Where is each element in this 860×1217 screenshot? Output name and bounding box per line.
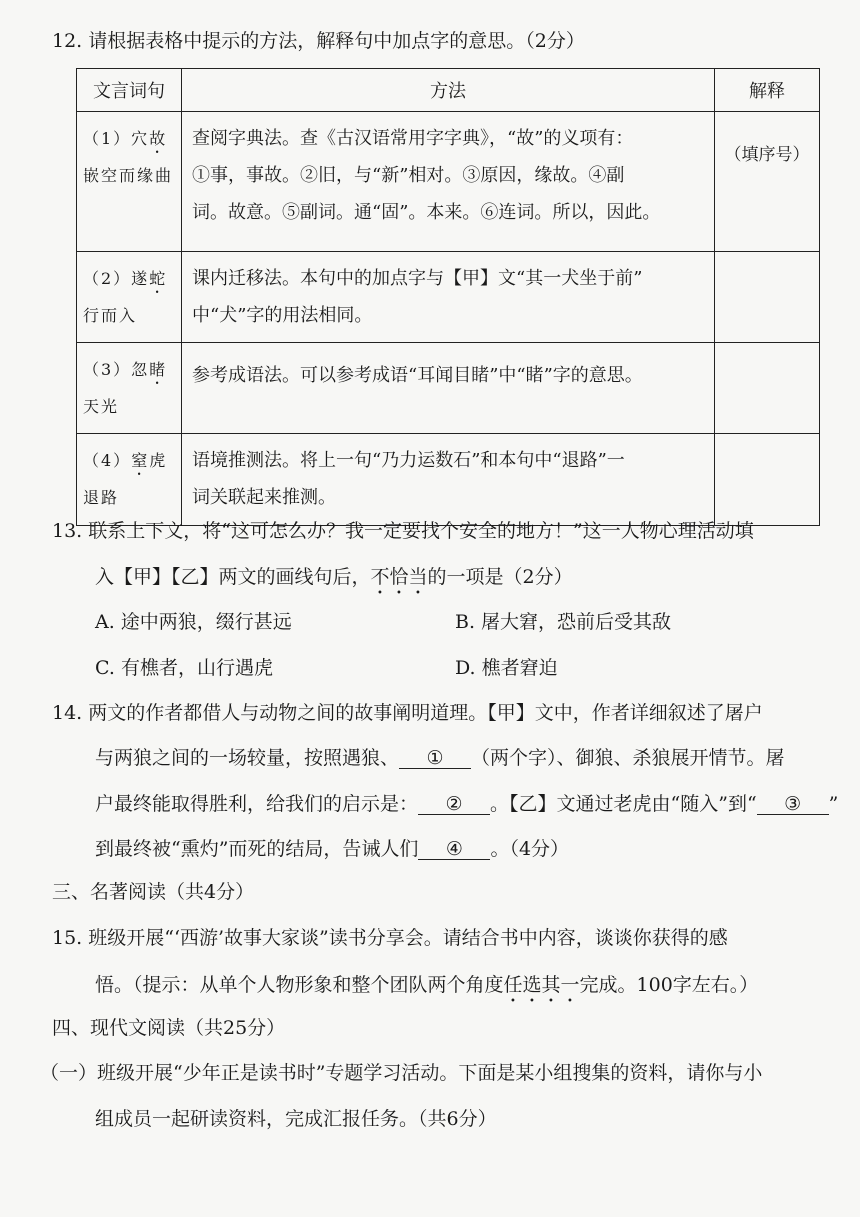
section-3-heading: 三、名著阅读（共4分） <box>52 881 255 903</box>
method-line: 中“犬”字的用法相同。 <box>192 305 373 326</box>
table-row <box>77 252 820 343</box>
q14-line3 <box>95 795 838 815</box>
phrase-part: 行而入 <box>83 306 138 325</box>
method-line: 课内迁移法。本句中的加点字与【甲】文“其一犬坐于前” <box>192 268 643 289</box>
method-cell <box>182 343 715 434</box>
method-line: 词关联起来推测。 <box>192 487 336 508</box>
q14-text: 。【乙】文通过老虎由“随入”到“ <box>490 793 757 815</box>
header-phrase: 文言词句 <box>77 69 182 112</box>
q13-line2 <box>95 566 573 599</box>
explain-cell[interactable] <box>715 343 820 434</box>
method-line: 语境推测法。将上一句“乃力运数石”和本句中“退路”一 <box>192 450 625 471</box>
q14-number: 14. <box>52 702 83 724</box>
q15-dotted-text: 任选其一 <box>503 974 580 996</box>
dotted-char: 蛇 <box>149 269 168 288</box>
q14-blank-4[interactable]: ④ <box>418 840 490 860</box>
q15-text: 完成。100字左右。） <box>579 974 759 996</box>
q15-prompt: 班级开展“‘西游’故事大家谈”读书分享会。请结合书中内容，谈谈你获得的感 <box>88 927 728 949</box>
q12-number: 12. <box>52 30 83 52</box>
method-line: ①事，事故。②旧，与“新”相对。③原因，缘故。④副 <box>192 165 625 186</box>
phrase-cell <box>77 252 182 343</box>
method-cell <box>182 112 715 252</box>
q13-line1 <box>52 522 754 541</box>
phrase-part: （3）忽 <box>83 360 150 379</box>
table-row <box>77 434 820 526</box>
q14-text: （两个字）、御狼、杀狼展开情节。屠 <box>471 747 785 769</box>
q15-line1 <box>52 929 728 948</box>
q14-blank-1[interactable]: ① <box>399 749 471 769</box>
q13-dotted-text: 不恰当 <box>370 566 428 588</box>
q12-table <box>76 68 820 526</box>
q13-line2-part: 入【甲】【乙】两文的画线句后， <box>95 566 371 588</box>
method-line: 参考成语法。可以参考成语“耳闻目睹”中“睹”字的意思。 <box>192 365 643 386</box>
q13-option-b[interactable]: B. 屠大窘，恐前后受其敌 <box>455 611 672 633</box>
q14-text: 户最终能取得胜利，给我们的启示是： <box>95 793 419 815</box>
q13-line2-part: 的一项是（2分） <box>427 566 573 588</box>
q14-text: 。（4分） <box>490 838 570 860</box>
q14-prompt: 两文的作者都借人与动物之间的故事阐明道理。【甲】文中，作者详细叙述了屠户 <box>88 702 763 724</box>
q14-blank-2[interactable]: ② <box>418 795 490 815</box>
q13-number: 13. <box>52 520 83 542</box>
q13-option-d[interactable]: D. 樵者窘迫 <box>455 657 558 679</box>
phrase-part: 虎退路 <box>83 451 168 507</box>
q14-text: 与两狼之间的一场较量，按照遇狼、 <box>95 747 400 769</box>
dotted-char: 窒 <box>131 451 150 470</box>
table-header-row <box>77 69 820 112</box>
section-4-heading: 四、现代文阅读（共25分） <box>52 1017 286 1039</box>
method-line: 查阅字典法。查《古汉语常用字字典》，“故”的义项有： <box>192 128 634 149</box>
phrase-part: （2）遂 <box>83 269 150 288</box>
phrase-cell <box>77 343 182 434</box>
method-cell <box>182 252 715 343</box>
table-row <box>77 343 820 434</box>
q14-line2 <box>95 749 785 769</box>
q12-prompt: 请根据表格中提示的方法，解释句中加点字的意思。（2分） <box>88 30 585 52</box>
q15-line2 <box>95 974 758 1007</box>
dotted-char: 睹 <box>149 360 168 379</box>
phrase-cell <box>77 434 182 526</box>
q13-prompt: 联系上下文，将“这可怎么办？我一定要找个安全的地方！”这一人物心理活动填 <box>88 520 754 542</box>
phrase-part: 嵌空而缘曲 <box>83 166 174 185</box>
table-row <box>77 112 820 252</box>
phrase-part: （4） <box>83 451 132 470</box>
phrase-part: （1）穴 <box>83 129 150 148</box>
part1-line2: 组成员一起研读资料，完成汇报任务。（共6分） <box>95 1108 497 1130</box>
q15-text: 悟。（提示：从单个人物形象和整个团队两个角度 <box>95 974 504 996</box>
header-explain: 解释 <box>715 69 820 112</box>
explain-cell[interactable] <box>715 434 820 526</box>
explain-cell[interactable] <box>715 252 820 343</box>
q15-number: 15. <box>52 927 83 949</box>
dotted-char: 故 <box>149 129 168 148</box>
q14-text: 到最终被“熏灼”而死的结局，告诫人们 <box>95 838 419 860</box>
explain-cell[interactable]: （填序号） <box>715 112 820 252</box>
method-cell <box>182 434 715 526</box>
header-method: 方法 <box>182 69 715 112</box>
q14-blank-3[interactable]: ③ <box>757 795 829 815</box>
q14-line4 <box>95 840 569 860</box>
phrase-cell <box>77 112 182 252</box>
q12-text <box>52 32 585 51</box>
q13-option-c[interactable]: C. 有樵者，山行遇虎 <box>95 657 273 679</box>
q13-option-a[interactable]: A. 途中两狼，缀行甚远 <box>95 611 292 633</box>
method-line: 词。故意。⑤副词。通“固”。本来。⑥连词。所以，因此。 <box>192 202 661 223</box>
part1-line1: （一）班级开展“少年正是读书时”专题学习活动。下面是某小组搜集的资料，请你与小 <box>40 1062 763 1084</box>
phrase-part: 天光 <box>83 397 120 416</box>
q14-line1 <box>52 704 763 723</box>
q14-text: ” <box>828 793 839 815</box>
